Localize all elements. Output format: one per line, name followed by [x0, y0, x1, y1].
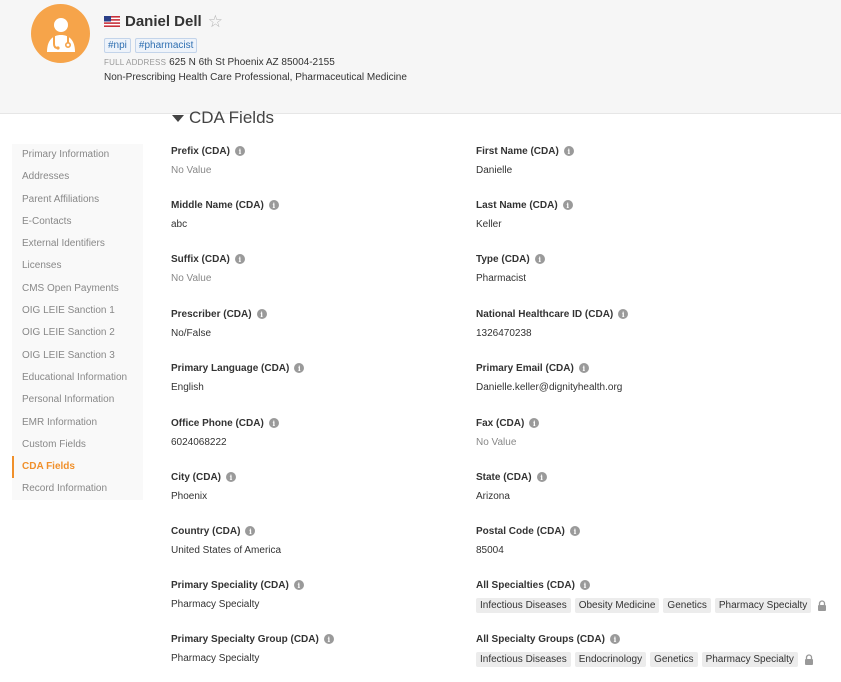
- info-icon[interactable]: i: [235, 146, 245, 156]
- profile-specialty: Non-Prescribing Health Care Professional, Pharmaceutical Medicine: [104, 72, 407, 83]
- sidebar-item-emr-information[interactable]: EMR Information: [22, 416, 98, 428]
- field-value: No Value: [171, 273, 212, 284]
- field-label: Primary Email (CDA): [476, 362, 574, 374]
- field-postal-code: [476, 524, 580, 556]
- field-label: First Name (CDA): [476, 145, 559, 157]
- lock-icon: [804, 654, 814, 665]
- sidebar-item-parent-affiliations[interactable]: Parent Affiliations: [22, 193, 100, 205]
- field-value: 1326470238: [476, 328, 532, 339]
- sidebar-item-oig-leie-sanction-3[interactable]: OIG LEIE Sanction 3: [22, 349, 115, 361]
- tag-npi[interactable]: #npi: [104, 38, 131, 53]
- field-all-specialty-groups: [476, 632, 814, 667]
- field-office-phone: [171, 416, 279, 448]
- specialty-group-chip: Infectious Diseases: [476, 652, 571, 667]
- info-icon[interactable]: i: [564, 146, 574, 156]
- field-label: Postal Code (CDA): [476, 525, 565, 537]
- info-icon[interactable]: i: [563, 200, 573, 210]
- tag-list: [104, 38, 197, 53]
- info-icon[interactable]: i: [535, 254, 545, 264]
- field-value: No Value: [476, 437, 517, 448]
- field-country: [171, 524, 281, 556]
- sidebar-item-cms-open-payments[interactable]: CMS Open Payments: [22, 282, 119, 294]
- specialty-chip: Infectious Diseases: [476, 598, 571, 613]
- us-flag-icon: [104, 16, 120, 27]
- info-icon[interactable]: i: [570, 526, 580, 536]
- field-value: English: [171, 382, 204, 393]
- specialty-group-chip: Endocrinology: [575, 652, 646, 667]
- field-value: Arizona: [476, 491, 510, 502]
- field-label: National Healthcare ID (CDA): [476, 308, 614, 320]
- info-icon[interactable]: i: [537, 472, 547, 482]
- field-label: Prefix (CDA): [171, 145, 230, 157]
- sidebar-item-record-information[interactable]: Record Information: [22, 483, 108, 495]
- info-icon[interactable]: i: [294, 363, 304, 373]
- field-primary-language: [171, 361, 304, 393]
- field-value: No Value: [171, 165, 212, 176]
- field-primary-speciality: [171, 578, 304, 610]
- field-value: Pharmacist: [476, 273, 527, 284]
- field-label: Suffix (CDA): [171, 253, 230, 265]
- field-value: Pharmacy Specialty: [171, 653, 260, 664]
- field-label: City (CDA): [171, 471, 221, 483]
- info-icon[interactable]: i: [235, 254, 245, 264]
- address-label: FULL ADDRESS: [104, 58, 167, 67]
- section-toggle-cda-fields[interactable]: [172, 108, 274, 128]
- field-suffix: [171, 252, 245, 284]
- sidebar-item-oig-leie-sanction-1[interactable]: OIG LEIE Sanction 1: [22, 305, 115, 317]
- field-value: United States of America: [171, 545, 282, 556]
- info-icon[interactable]: i: [245, 526, 255, 536]
- field-prescriber: [171, 307, 267, 339]
- field-label: Fax (CDA): [476, 417, 525, 429]
- field-city: [171, 470, 236, 502]
- info-icon[interactable]: i: [580, 580, 590, 590]
- specialty-chip: Pharmacy Specialty: [715, 598, 811, 613]
- sidebar-item-custom-fields[interactable]: Custom Fields: [22, 438, 86, 450]
- field-fax: [476, 416, 539, 448]
- field-value: abc: [171, 219, 188, 230]
- field-label: Middle Name (CDA): [171, 199, 264, 211]
- full-address: [104, 57, 335, 68]
- sidebar-item-licenses[interactable]: Licenses: [22, 260, 62, 272]
- sidebar-item-addresses[interactable]: Addresses: [22, 171, 70, 183]
- info-icon[interactable]: i: [610, 634, 620, 644]
- specialty-chip: Genetics: [663, 598, 710, 613]
- field-value: Danielle: [476, 165, 513, 176]
- info-icon[interactable]: i: [529, 418, 539, 428]
- pharmacist-avatar-icon: [31, 4, 90, 63]
- field-value: Keller: [476, 219, 502, 230]
- star-icon[interactable]: ☆: [207, 11, 223, 31]
- field-label: Primary Language (CDA): [171, 362, 290, 374]
- field-primary-specialty-group: [171, 632, 334, 664]
- sidebar-item-e-contacts[interactable]: E-Contacts: [22, 215, 72, 227]
- field-label: Primary Speciality (CDA): [171, 579, 289, 591]
- field-value: Danielle.keller@dignityhealth.org: [476, 382, 623, 393]
- info-icon[interactable]: i: [579, 363, 589, 373]
- specialty-chip: Obesity Medicine: [575, 598, 660, 613]
- name-row: [104, 11, 223, 31]
- sidebar-item-oig-leie-sanction-2[interactable]: OIG LEIE Sanction 2: [22, 327, 115, 339]
- sidebar-item-external-identifiers[interactable]: External Identifiers: [22, 238, 105, 250]
- info-icon[interactable]: i: [226, 472, 236, 482]
- field-value: No/False: [171, 328, 212, 339]
- field-national-healthcare-id: [476, 307, 628, 339]
- specialty-group-chip: Genetics: [650, 652, 697, 667]
- chip-list: [476, 598, 827, 613]
- field-value: Pharmacy Specialty: [171, 599, 260, 610]
- field-value: Phoenix: [171, 491, 208, 502]
- chip-list: [476, 652, 814, 667]
- sidebar-item-educational-information[interactable]: Educational Information: [22, 371, 128, 383]
- lock-icon: [817, 600, 827, 611]
- field-label: All Specialty Groups (CDA): [476, 633, 605, 645]
- address-value: 625 N 6th St Phoenix AZ 85004-2155: [169, 57, 335, 68]
- caret-down-icon: [172, 115, 184, 122]
- field-type: [476, 252, 545, 284]
- field-prefix: [171, 144, 245, 176]
- info-icon[interactable]: i: [618, 309, 628, 319]
- sidebar-item-personal-information[interactable]: Personal Information: [22, 394, 115, 406]
- tag-pharmacist[interactable]: #pharmacist: [135, 38, 197, 53]
- sidebar-item-cda-fields[interactable]: CDA Fields: [12, 456, 143, 478]
- info-icon[interactable]: i: [324, 634, 334, 644]
- field-label: All Specialties (CDA): [476, 579, 575, 591]
- field-value: 85004: [476, 545, 504, 556]
- field-label: Primary Specialty Group (CDA): [171, 633, 319, 645]
- field-label: Last Name (CDA): [476, 199, 558, 211]
- field-primary-email: [476, 361, 622, 393]
- section-title: CDA Fields: [189, 108, 275, 127]
- field-middle-name: [171, 198, 279, 230]
- field-all-specialties: [476, 578, 827, 613]
- info-icon[interactable]: i: [269, 200, 279, 210]
- field-label: Prescriber (CDA): [171, 308, 252, 320]
- field-state: [476, 470, 547, 502]
- field-label: State (CDA): [476, 471, 532, 483]
- field-first-name: [476, 144, 574, 176]
- info-icon[interactable]: i: [294, 580, 304, 590]
- field-last-name: [476, 198, 573, 230]
- field-value: 6024068222: [171, 437, 227, 448]
- field-label: Office Phone (CDA): [171, 417, 264, 429]
- field-label: Type (CDA): [476, 253, 530, 265]
- info-icon[interactable]: i: [257, 309, 267, 319]
- profile-name: Daniel Dell: [125, 12, 202, 30]
- sidebar-nav: [12, 144, 143, 500]
- info-icon[interactable]: i: [269, 418, 279, 428]
- sidebar-item-primary-information[interactable]: Primary Information: [22, 149, 110, 160]
- field-label: Country (CDA): [171, 525, 241, 537]
- specialty-group-chip: Pharmacy Specialty: [702, 652, 798, 667]
- profile-header: [0, 0, 841, 114]
